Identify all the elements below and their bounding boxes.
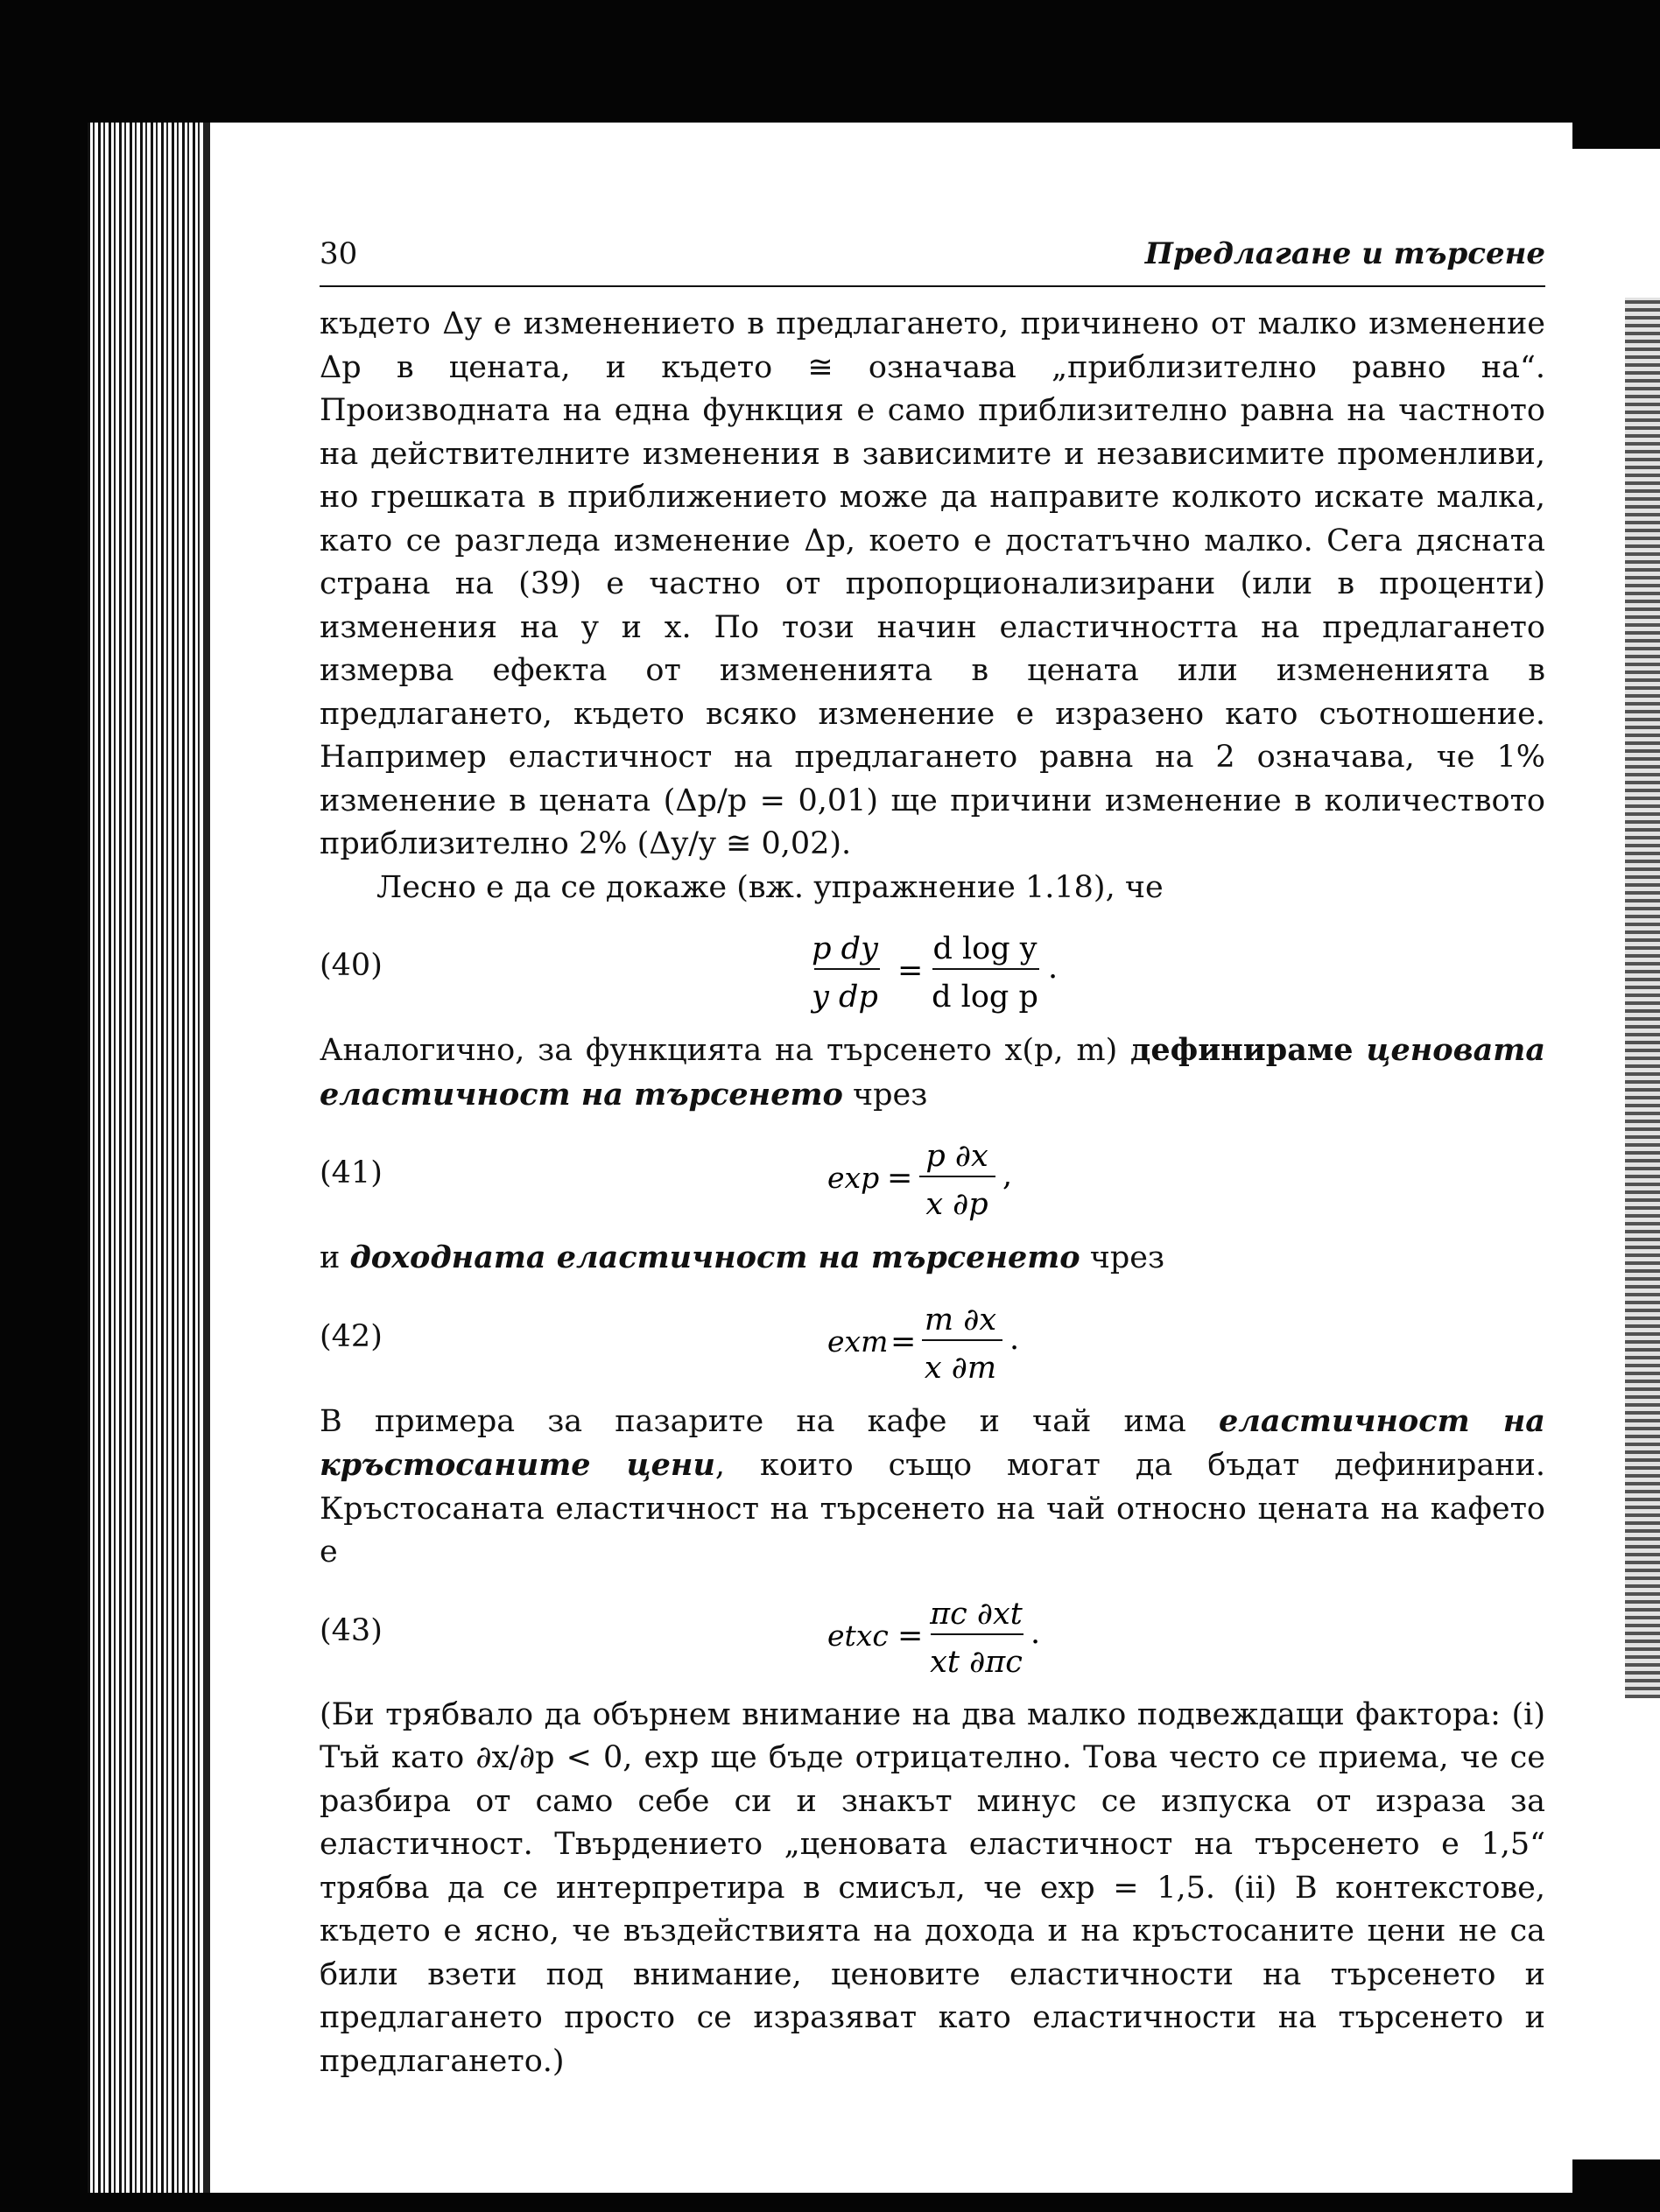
equation-43	[320, 1580, 1545, 1689]
frac-den: d log p	[932, 980, 1038, 1015]
equation-body	[810, 1122, 1108, 1231]
equation-40	[320, 915, 1545, 1023]
equation-number: (42)	[320, 1318, 383, 1354]
document-page	[320, 236, 1545, 2083]
scan-border-top	[0, 0, 1660, 131]
frac-den: xt ∂πc	[930, 1644, 1023, 1680]
equation-number: (41)	[320, 1155, 383, 1190]
equation-number: (40)	[320, 948, 383, 983]
equation-41	[320, 1122, 1545, 1231]
page-number: 30	[320, 236, 358, 271]
paragraph-1: където Δy е изменението в предлагането, причинено от малко изменение Δp в цената, и където ≅ означава „приблизително равно на“. Производната на една функция е само приблизително равна на частното на действителните изменения в зависимите и независимите променливи, но грешката в приближението може да направите колкото искате малка, като се разгледа изменение Δp, което е достатъчно малко. Сега дясната страна на (39) е частно от пропорционализирани (или в проценти) изменения на y и x. По този начин еластичността на предлагането измерва ефекта от измененията в цената или измененията в предлагането, където всяко изменение е изразено като съотношение. Например еластичност на предлагането равна на 2 означава, че 1% изменение в цената (Δp/p = 0,01) ще причини изменение в количеството приблизително 2% (Δy/y ≅ 0,02).	[320, 306, 1545, 861]
page-edge-right	[1625, 298, 1660, 1698]
equals-sign: =	[890, 1324, 917, 1359]
paragraph-2: Лесно е да се докаже (вж. упражнение 1.18), че	[376, 869, 1164, 905]
equation-43-formula	[810, 1580, 1108, 1689]
book-spine	[88, 123, 210, 2212]
equation-lhs: exp	[827, 1161, 880, 1195]
scan-border-bottom-right	[1572, 2159, 1660, 2212]
scan-border-bottom	[0, 2193, 1660, 2212]
equals-sign: =	[887, 1161, 913, 1196]
frac-den: x ∂p	[925, 1187, 988, 1222]
spine-edge	[203, 123, 208, 2212]
page-top-margin	[131, 123, 1576, 175]
paragraph-3-start: Аналогично, за функцията на търсенето x(p, m)	[320, 1033, 1131, 1068]
equation-42-formula	[810, 1286, 1108, 1394]
equals-sign: =	[897, 953, 924, 988]
paragraph-6: (Би трябвало да обърнем внимание на два малко подвеждащи фактора: (i) Тъй като ∂x/∂p < 0, exp ще бъде отрицателно. Това често се приема, че се разбира от само себе си и знакът минус се изпуска от израза за еластичност. Твърдението „ценовата еластичност на търсенето е 1,5“ трябва да се интерпретира в смисъл, че exp = 1,5. (ii) В контекстове, където е ясно, че въздействията на дохода и на кръстосаните цени не са били взети под внимание, ценовите еластичности на търсенето и предлагането просто се изразяват като еластичности на търсенето и предлагането.)	[320, 1696, 1545, 2079]
equation-tail: ,	[1002, 1158, 1013, 1193]
equals-sign: =	[897, 1618, 924, 1654]
paragraph-3-space	[1354, 1033, 1367, 1068]
frac-num: p dy	[812, 931, 878, 966]
frac-den: y dp	[812, 980, 878, 1015]
paragraph-4-term: доходната еластичност на търсенето	[349, 1239, 1080, 1275]
frac-num: m ∂x	[924, 1302, 997, 1338]
equation-tail: .	[1009, 1321, 1020, 1357]
chapter-title: Предлагане и търсене	[1144, 236, 1545, 271]
frac-num: p ∂x	[925, 1139, 988, 1174]
paragraph-4	[320, 1236, 1545, 1281]
equation-41-formula	[810, 1122, 1108, 1231]
scan-border-right-top	[1572, 0, 1660, 149]
equation-body	[810, 915, 1108, 1023]
equation-tail: .	[1048, 951, 1059, 986]
running-head	[320, 236, 1545, 287]
frac-den: x ∂m	[924, 1350, 997, 1386]
equation-lhs: etxc	[827, 1618, 889, 1653]
equation-40-formula	[810, 915, 1108, 1023]
equation-number: (43)	[320, 1612, 383, 1648]
paragraph-5-start: В примера за пазарите на кафе и чай има	[320, 1403, 1220, 1439]
paragraph-4-start: и	[320, 1240, 350, 1275]
paragraph-4-end: чрез	[1080, 1240, 1165, 1275]
equation-body	[810, 1580, 1108, 1689]
frac-num: d log y	[932, 931, 1038, 966]
paragraph-3-term: ценовата еластичност на търсенето	[320, 1032, 1545, 1113]
paragraph-5-end: , които също могат да бъдат дефинирани. Кръстосаната еластичност на търсенето на чай относно цената на кафето е	[320, 1448, 1545, 1569]
equation-lhs: exm	[827, 1324, 889, 1359]
paragraph-5	[320, 1400, 1545, 1575]
frac-num: πc ∂xt	[930, 1596, 1023, 1632]
paragraph-3	[320, 1029, 1545, 1117]
equation-42	[320, 1286, 1545, 1394]
paragraph-5-term: еластичност на кръстосаните цени	[320, 1402, 1545, 1483]
equation-tail: .	[1030, 1615, 1041, 1651]
scan-border-left	[0, 0, 96, 2212]
paragraph-3-end: чрез	[842, 1077, 928, 1113]
paragraph-3-bold: дефинираме	[1130, 1032, 1354, 1068]
equation-body	[810, 1286, 1108, 1394]
